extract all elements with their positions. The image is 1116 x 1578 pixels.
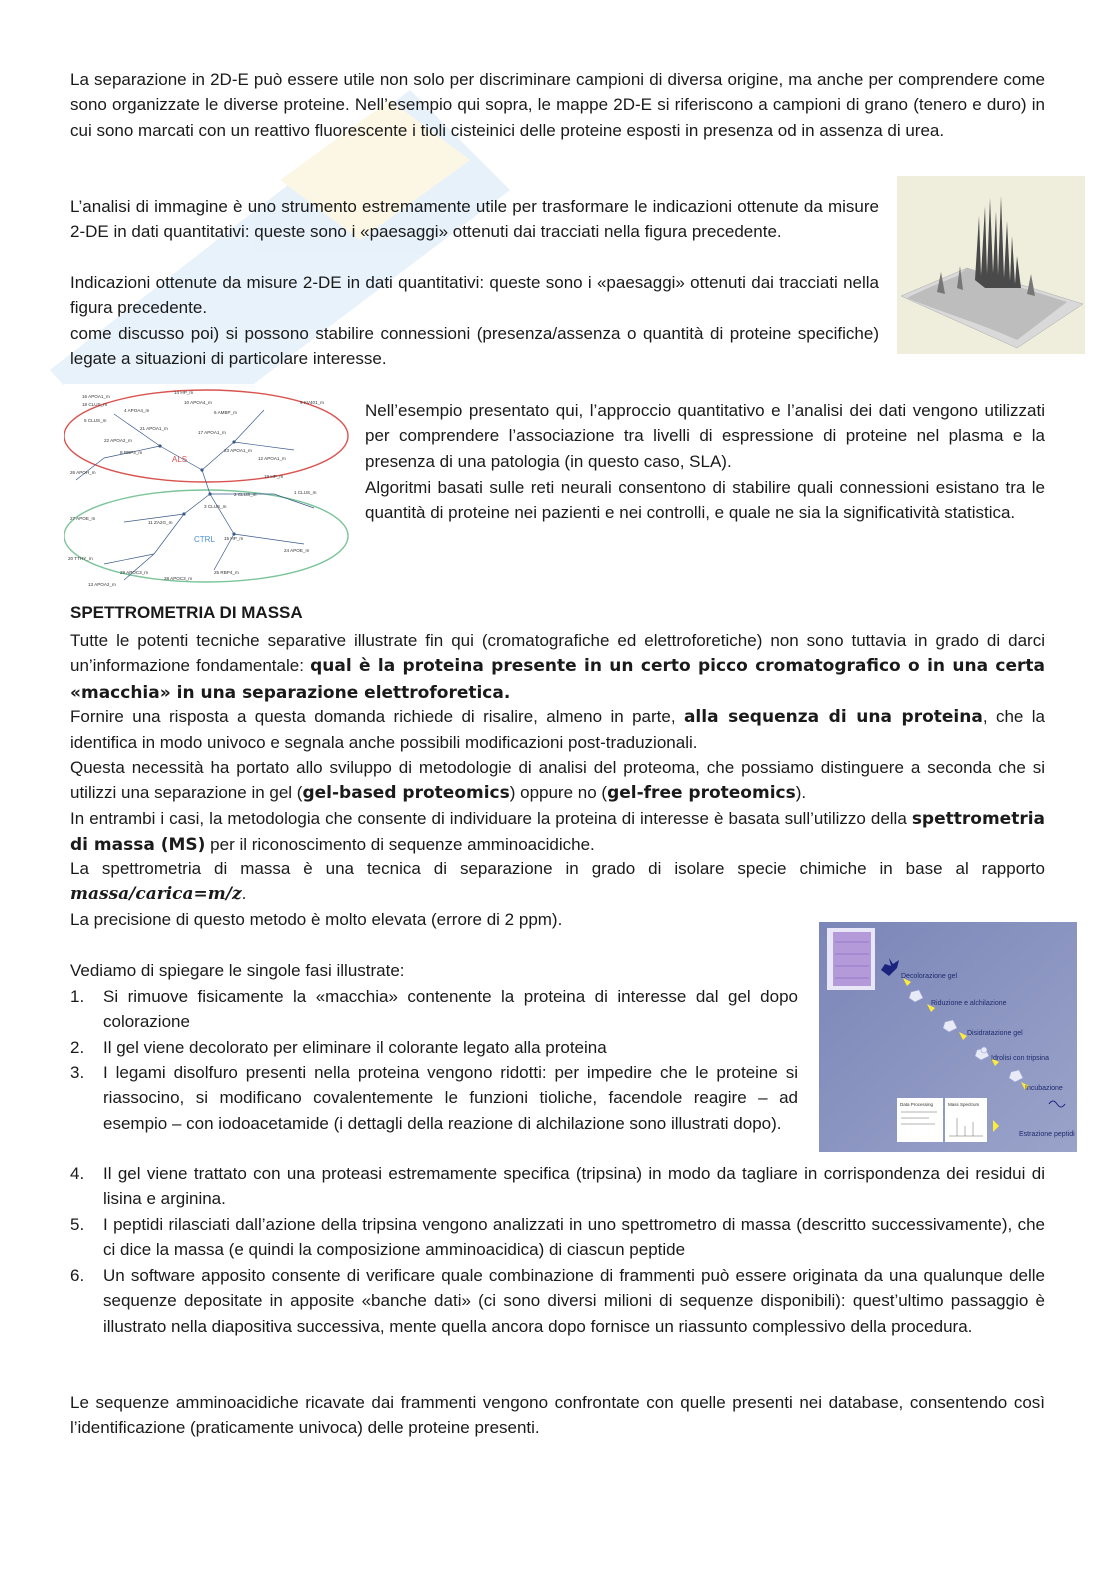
svg-text:18 CLUS_m: 18 CLUS_m	[82, 402, 108, 407]
svg-text:23 APOA1_m: 23 APOA1_m	[224, 448, 252, 453]
list-item: 6. Un software apposito consente di verificare quale combinazione di frammenti può essere originata da una qualunque delle sequenze depositate in apposite «banche dati» (ci sono diversi milioni di sequenze disponibili): quest’ultimo passaggio è illustrato nella diapositiva successiva, mente quella ancora dopo fornisce un riassunto complessivo della procedura.	[70, 1266, 1045, 1336]
svg-text:8 RBP4_m: 8 RBP4_m	[120, 450, 143, 455]
list-item: 3. I legami disolfuro presenti nella proteina vengono ridotti: per impedire che le proteine si riassocino, si modificano covalentemente le funzioni tioliche, facendole reagire – ad esempio – con iodoacetamide (i dettagli della reazione di alchilazione sono illustrati dopo).	[70, 1063, 798, 1133]
svg-text:29 APOC3_m: 29 APOC3_m	[120, 570, 149, 575]
svg-text:24 APOE_m: 24 APOE_m	[284, 548, 310, 553]
flow-step-2: Riduzione e alchilazione	[931, 1000, 1007, 1007]
svg-text:21 APOA1_m: 21 APOA1_m	[140, 426, 168, 431]
data-processing-label: Data Processing	[900, 1102, 934, 1107]
flow-step-5: Incubazione	[1025, 1085, 1063, 1092]
svg-text:13 APOA2_m: 13 APOA2_m	[88, 582, 116, 587]
image-analysis-paragraph: L’analisi di immagine è uno strumento estremamente utile per trasformare le indicazioni ottenute da misure 2-DE in dati quantitativi: queste sono i «paesaggi» ottenuti dai tracciati nella figura precedente.	[70, 197, 879, 242]
svg-text:1 CLUS_m: 1 CLUS_m	[294, 490, 317, 495]
svg-text:14 HP_m: 14 HP_m	[174, 390, 194, 395]
svg-text:26 APOH_m: 26 APOH_m	[70, 470, 96, 475]
ms-paragraph-4: In entrambi i casi, la metodologia che consente di individuare la proteina di interesse è basata sull’utilizzo della spettrometria di massa (MS) per il riconoscimento di sequenze amminoacidiche.	[70, 809, 1045, 856]
ctrl-label: CTRL	[194, 535, 215, 544]
svg-text:3 CLUS_m: 3 CLUS_m	[204, 504, 227, 509]
ms-paragraph-3: Questa necessità ha portato allo sviluppo di metodologie di analisi del proteoma, che possiamo distinguere a seconda che si utilizzi una separazione in gel (gel-based proteomics) oppure no (gel-free proteomics).	[70, 758, 1045, 804]
svg-text:4 APOA4_m: 4 APOA4_m	[124, 408, 150, 413]
workflow-figure	[819, 922, 1077, 1152]
mass-spectrum-label: Mass Spectrum	[948, 1102, 980, 1107]
section-heading: SPETTROMETRIA DI MASSA	[70, 603, 303, 622]
svg-text:20 TTHY_m: 20 TTHY_m	[68, 556, 93, 561]
landscape-3d-figure	[897, 176, 1085, 354]
final-paragraph: Le sequenze amminoacidiche ricavate dai frammenti vengono confrontate con quelle presenti nei database, consentendo così l’identificazione (praticamente univoca) delle proteine presenti.	[70, 1393, 1045, 1438]
svg-text:19 HP_m: 19 HP_m	[264, 474, 284, 479]
svg-text:16 APOA1_m: 16 APOA1_m	[82, 394, 110, 399]
svg-text:27 APOE_m: 27 APOE_m	[70, 516, 96, 521]
svg-text:12 APOA1_m: 12 APOA1_m	[258, 456, 286, 461]
flow-step-3: Disidratazione gel	[967, 1030, 1023, 1037]
flow-step-1: Decolorazione gel	[901, 973, 958, 980]
svg-text:2 CLUS_m: 2 CLUS_m	[234, 492, 257, 497]
list-item: 1. Si rimuove fisicamente la «macchia» contenente la proteina di interesse dal gel dopo colorazione	[70, 987, 798, 1032]
svg-text:10 APOA4_m: 10 APOA4_m	[184, 400, 212, 405]
svg-text:15 HP_m: 15 HP_m	[224, 536, 244, 541]
quantitative-data-paragraph: Indicazioni ottenute da misure 2-DE in dati quantitativi: queste sono i «paesaggi» ottenuti dai tracciati nella figura precedente.	[70, 273, 879, 318]
ms-paragraph-1: Tutte le potenti tecniche separative illustrate fin qui (cromatografiche ed elettroforetiche) non sono tuttavia in grado di darci un’informazione fondamentale: qual è la proteina presente in un certo picco cromatografico o in una certa «macchia» in una separazione elettroforetica.	[70, 631, 1045, 703]
ms-paragraph-2: Fornire una risposta a questa domanda richiede di risalire, almeno in parte, alla sequenza di una proteina, che la identifica in modo univoco e segnala anche possibili modificazioni post-traduzionali.	[70, 707, 1045, 753]
neural-network-paragraph: Algoritmi basati sulle reti neurali consentono di stabilire quali connessioni esistano tra le quantità di proteine nei pazienti e nei controlli, e quale ne sia la significatività statistica.	[365, 478, 1045, 523]
als-label: ALS	[172, 455, 188, 464]
neural-network-figure	[64, 384, 356, 600]
svg-text:5 CLUS_m: 5 CLUS_m	[84, 418, 107, 423]
svg-text:17 APOA1_m: 17 APOA1_m	[198, 430, 226, 435]
svg-text:22 APOA2_m: 22 APOA2_m	[104, 438, 132, 443]
svg-text:28 APOC3_m: 28 APOC3_m	[164, 576, 193, 581]
list-item: 5. I peptidi rilasciati dall’azione della tripsina vengono analizzati in uno spettrometro di massa (descritto successivamente), che ci dice la massa (e quindi la composizione amminoacidica) di ciascun peptide	[70, 1215, 1045, 1260]
sla-example-paragraph: Nell’esempio presentato qui, l’approccio quantitativo e l’analisi dei dati vengono utilizzati per comprendere l’associazione tra livelli di espressione di proteine nel plasma e la presenza di una patologia (in questo caso, SLA).	[365, 401, 1045, 471]
ms-precision-paragraph: La precisione di questo metodo è molto elevata (errore di 2 ppm).	[70, 910, 563, 929]
list-item: 4. Il gel viene trattato con una proteasi estremamente specifica (tripsina) in modo da tagliare in corrispondenza dei residui di lisina e arginina.	[70, 1164, 1045, 1209]
ms-paragraph-5: La spettrometria di massa è una tecnica di separazione in grado di isolare specie chimiche in base al rapporto massa/carica=m/z.	[70, 859, 1045, 905]
svg-text:6 AMBP_m: 6 AMBP_m	[214, 410, 237, 415]
flow-step-6: Estrazione peptidi	[1019, 1131, 1075, 1138]
list-item: 2. Il gel viene decolorato per eliminare il colorante legato alla proteina	[70, 1038, 607, 1057]
steps-intro: Vediamo di spiegare le singole fasi illustrate:	[70, 961, 405, 980]
svg-text:9 KV401_m: 9 KV401_m	[300, 400, 325, 405]
flow-step-4: Idrolisi con tripsina	[991, 1055, 1049, 1062]
svg-text:25 RBP4_m: 25 RBP4_m	[214, 570, 239, 575]
connections-paragraph: come discusso poi) si possono stabilire connessioni (presenza/assenza o quantità di proteine specifiche) legate a situazioni di particolare interesse.	[70, 324, 879, 369]
svg-text:11 ZA2G_m: 11 ZA2G_m	[148, 520, 173, 525]
intro-paragraph: La separazione in 2D-E può essere utile non solo per discriminare campioni di diversa origine, ma anche per comprendere come sono organizzate le diverse proteine. Nell’esempio qui sopra, le mappe 2D-E si riferiscono a campioni di grano (tenero e duro) in cui sono marcati con un reattivo fluorescente i tioli cisteinici delle proteine esposti in presenza od in assenza di urea.	[70, 70, 1045, 140]
